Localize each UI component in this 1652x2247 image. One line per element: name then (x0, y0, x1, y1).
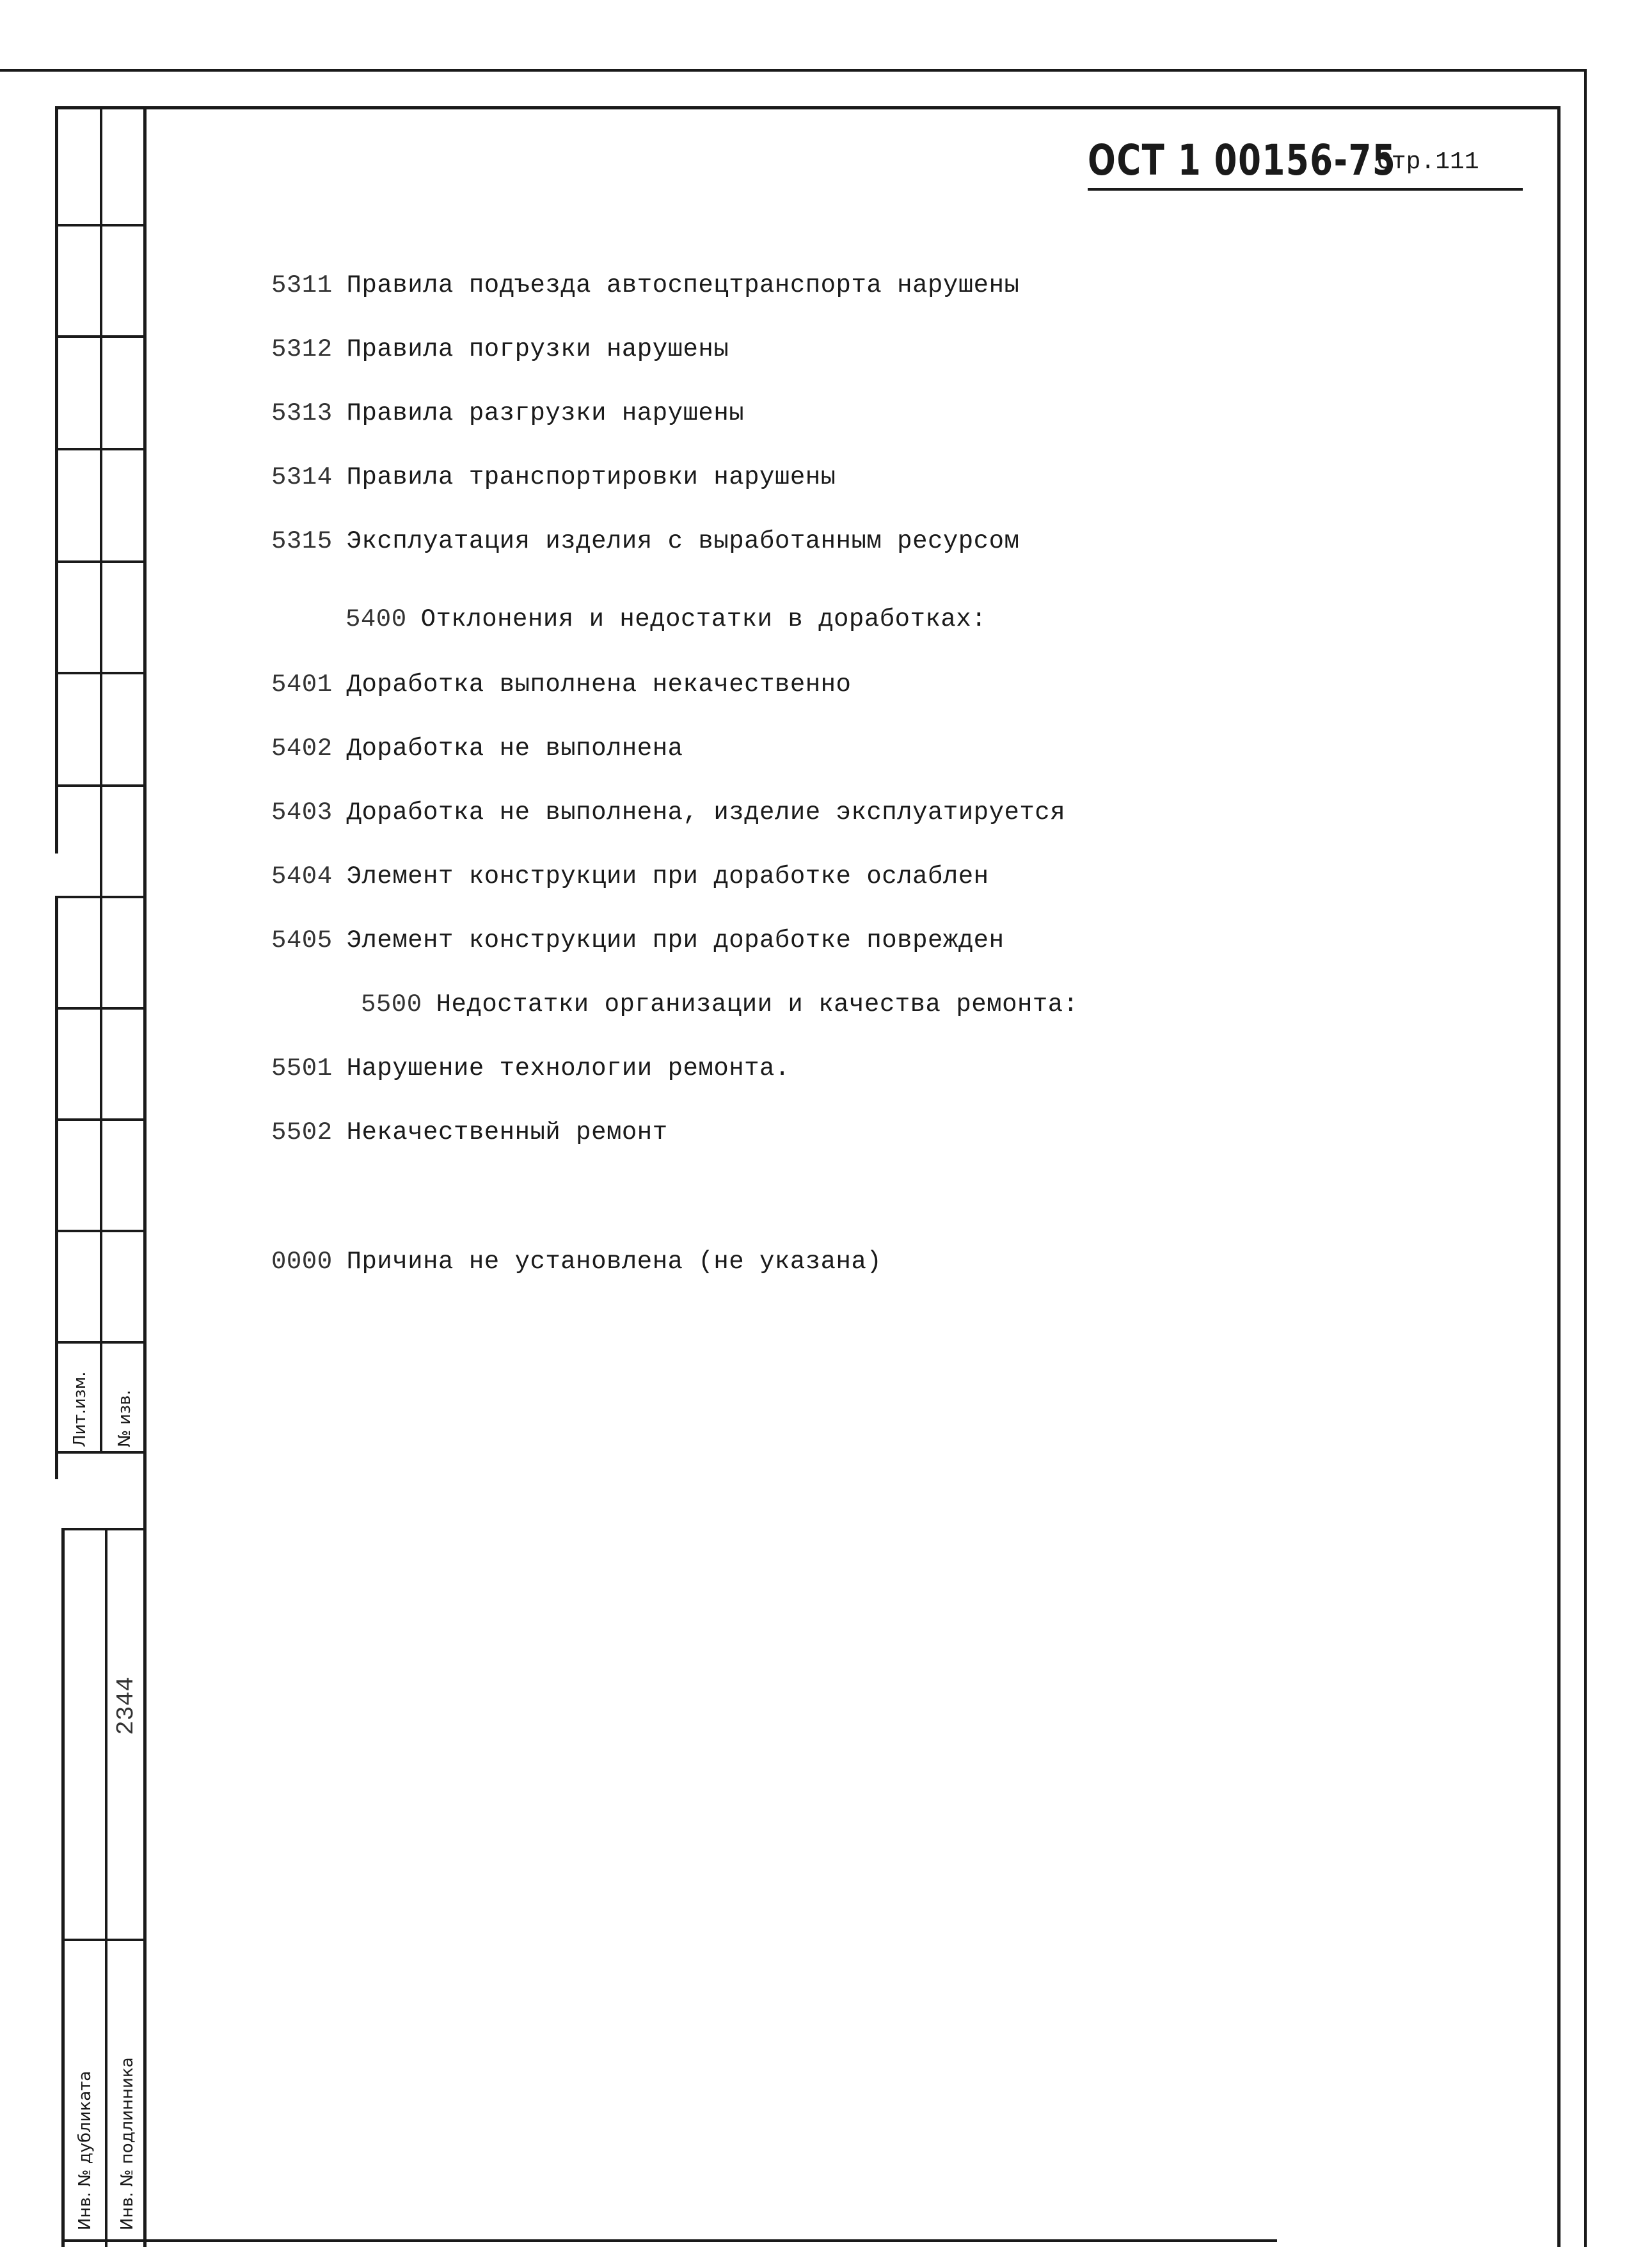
stamp-strip-divider (100, 106, 102, 1452)
item-code: 0000 (271, 1248, 333, 1276)
stamp-cell-line (55, 560, 145, 563)
stamp-cell-line (55, 335, 145, 338)
item-code: 5314 (271, 463, 333, 491)
stamp-cell-line (55, 1230, 145, 1232)
lit-izm-label: Лит.изм. (70, 1371, 90, 1447)
item-code: 5502 (271, 1118, 333, 1147)
list-item (271, 527, 1019, 555)
item-code: 5313 (271, 399, 333, 427)
frame-left-bottom (61, 1528, 65, 2247)
frame-left (55, 106, 58, 854)
stamp-cell-line (55, 224, 145, 226)
list-item (271, 271, 1019, 299)
item-code: 5402 (271, 734, 333, 763)
item-text: Некачественный ремонт (346, 1118, 668, 1147)
item-text: Правила погрузки нарушены (346, 335, 729, 363)
list-item (271, 1118, 668, 1147)
item-text: Доработка не выполнена (346, 734, 683, 763)
frame-right (1557, 106, 1561, 2247)
list-item (271, 798, 1065, 827)
stamp-cell-line (55, 1007, 145, 1010)
item-text: Эксплуатация изделия с выработанным ресурсом (346, 527, 1020, 555)
item-code: 5500 (361, 990, 422, 1019)
item-code: 5400 (345, 605, 407, 633)
item-text: Доработка выполнена некачественно (346, 671, 852, 699)
list-item (271, 1248, 882, 1276)
stamp-cell-line (55, 448, 145, 450)
item-code: 5405 (271, 926, 333, 955)
item-text: Отклонения и недостатки в доработках: (420, 605, 987, 633)
stamp-cell-line (55, 1341, 145, 1344)
section-heading (361, 990, 1079, 1019)
item-code: 5315 (271, 527, 333, 555)
item-text: Причина не установлена (не указана) (346, 1248, 882, 1276)
section-heading (345, 605, 987, 633)
frame-top (55, 106, 1560, 109)
item-text: Элемент конструкции при доработке поврежден (346, 926, 1005, 955)
list-item (271, 926, 1005, 955)
item-text: Правила разгрузки нарушены (346, 399, 745, 427)
item-text: Правила подъезда автоспецтранспорта нарушены (346, 271, 1020, 299)
item-code: 5311 (271, 271, 333, 299)
item-text: Элемент конструкции при доработке ослаблен (346, 862, 989, 891)
item-text: Правила транспортировки нарушены (346, 463, 836, 491)
item-text: Недостатки организации и качества ремонта: (436, 990, 1079, 1019)
item-code: 5404 (271, 862, 333, 891)
list-item (271, 671, 851, 699)
stamp-cell-line (61, 1939, 146, 1941)
page-number: Стр.111 (1377, 148, 1479, 176)
stamp-strip-divider-lower (105, 1528, 107, 2247)
frame-left-middle (55, 896, 58, 1479)
bottom-rule (61, 2239, 1277, 2242)
item-code: 5401 (271, 671, 333, 699)
list-item (271, 463, 836, 491)
inv-number: 2344 (113, 1676, 140, 1735)
stamp-cell-line (55, 896, 145, 898)
list-item (271, 862, 989, 891)
stamp-cell-line (55, 784, 145, 787)
stamp-cell-line (61, 1528, 146, 1530)
inv-dublikata-label: Инв. № дубликата (75, 2070, 95, 2230)
item-code: 5312 (271, 335, 333, 363)
stamp-cell-line (55, 672, 145, 674)
item-code: 5403 (271, 798, 333, 827)
item-code: 5501 (271, 1054, 333, 1083)
stamp-cell-line (55, 1451, 145, 1454)
item-text: Доработка не выполнена, изделие эксплуатируется (346, 798, 1066, 827)
outer-right-rule (1584, 69, 1587, 2247)
no-izv-label: № изв. (115, 1390, 134, 1447)
item-text: Нарушение технологии ремонта. (346, 1054, 790, 1083)
top-rule (0, 69, 1587, 72)
list-item (271, 335, 729, 363)
inv-podlinnika-label: Инв. № подлинника (118, 2057, 137, 2230)
document-code: ОСТ 1 00156-75 (1088, 136, 1397, 185)
list-item (271, 399, 744, 427)
header-underline (1088, 188, 1523, 191)
stamp-cell-line (55, 1118, 145, 1121)
list-item (271, 1054, 790, 1083)
list-item (271, 734, 683, 763)
stamp-strip-border (143, 106, 147, 2247)
